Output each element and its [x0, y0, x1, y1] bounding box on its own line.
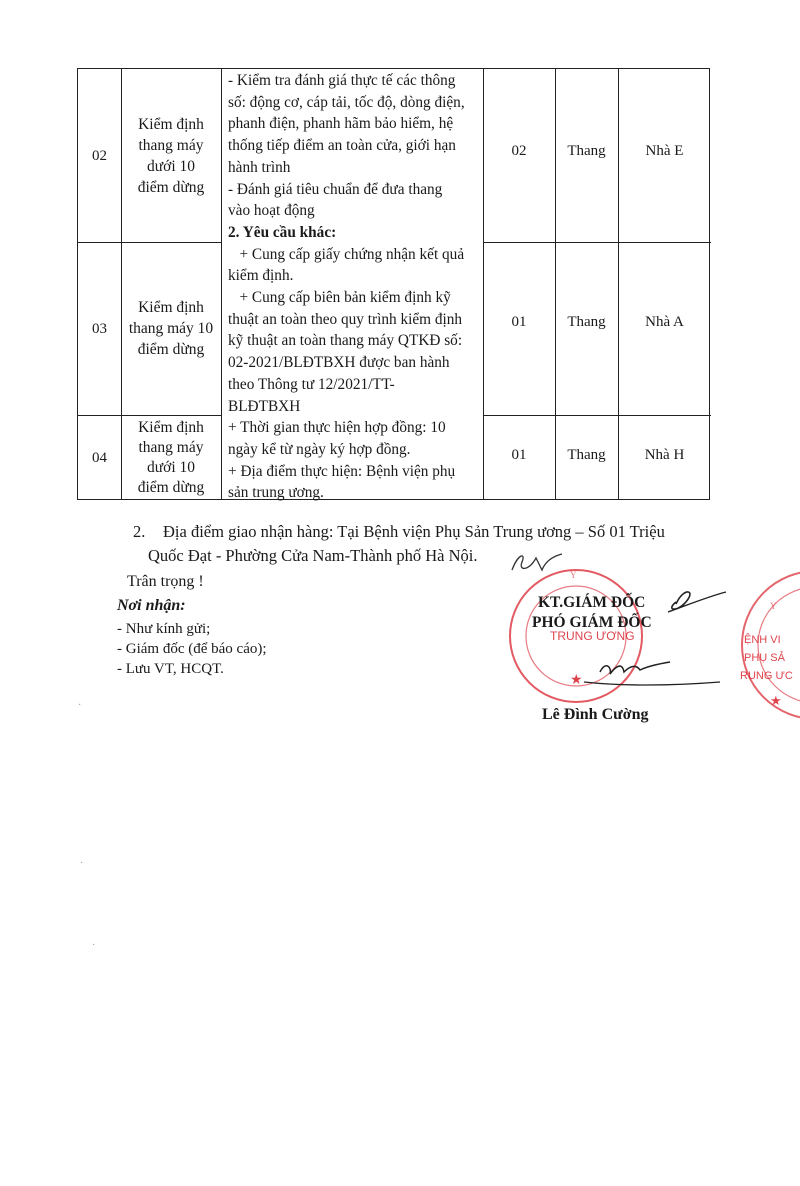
service-name: [138, 114, 205, 198]
name-line: điểm dừng: [137, 341, 205, 358]
name-line: dưới 10: [146, 459, 196, 476]
table-cell-name: [121, 69, 221, 242]
item-number: 2.: [133, 522, 146, 541]
desc-line: phanh điện, phanh hãm bảo hiểm, hệ: [228, 115, 454, 133]
desc-line: sản trung ương.: [228, 484, 324, 502]
recipient-item: - Lưu VT, HCQT.: [117, 661, 224, 677]
table-cell-qty: 01: [511, 314, 527, 330]
stamp-edge-text: PHỤ SẢ: [744, 652, 785, 664]
delivery-text-line: Quốc Đạt - Phường Cửa Nam-Thành phố Hà Nội.: [148, 546, 478, 565]
table-cell-stt: 04: [92, 450, 107, 466]
desc-line: ngày kể từ ngày ký hợp đồng.: [228, 440, 411, 458]
delivery-text-line: Địa điểm giao nhận hàng: Tại Bệnh viện Phụ Sản Trung ương – Số 01 Triệu: [163, 522, 665, 541]
name-line: thang máy 10: [128, 320, 214, 337]
name-line: Kiểm định: [138, 299, 204, 316]
technical-requirements: [228, 70, 490, 504]
stamp-text: TRUNG ƯƠNG: [550, 629, 635, 643]
desc-line: thuật an toàn theo quy trình kiểm định: [228, 310, 463, 328]
signature-subtitle: PHÓ GIÁM ĐỐC: [532, 614, 652, 631]
desc-line: - Đánh giá tiêu chuẩn để đưa thang: [228, 180, 443, 198]
desc-line: + Cung cấp giấy chứng nhận kết quả: [228, 245, 465, 263]
table-cell-stt: 02: [92, 147, 107, 164]
desc-line: số: động cơ, cáp tải, tốc độ, dòng điện,: [228, 93, 465, 111]
desc-line: hành trình: [228, 158, 291, 176]
table-cell-location: Nhà H: [644, 447, 685, 463]
partial-stamp-icon: [736, 565, 800, 725]
name-line: dưới 10: [146, 157, 196, 175]
recipient-item: - Như kính gửi;: [117, 621, 211, 637]
service-name: [138, 418, 205, 498]
name-line: Kiểm định: [138, 419, 204, 436]
table-divider: [221, 69, 222, 499]
desc-line: BLĐTBXH: [228, 397, 301, 415]
table-cell-qty: 01: [511, 447, 527, 463]
name-line: thang máy: [138, 439, 204, 456]
svg-text:★: ★: [770, 693, 782, 708]
svg-text:Y: Y: [570, 570, 577, 580]
table-cell-location: Nhà A: [645, 314, 684, 330]
desc-line: - Kiểm tra đánh giá thực tế các thông: [228, 72, 456, 89]
table-cell-qty: 02: [511, 142, 527, 159]
svg-text:★: ★: [570, 673, 583, 688]
name-line: điểm dừng: [137, 479, 205, 496]
recipients-title: Nơi nhận:: [117, 597, 186, 614]
items-table: [77, 68, 710, 500]
desc-line: + Cung cấp biên bản kiểm định kỹ: [228, 289, 451, 307]
desc-line: + Địa điểm thực hiện: Bệnh viện phụ: [228, 462, 456, 480]
desc-line: vào hoạt động: [228, 202, 315, 220]
desc-line: 02-2021/BLĐTBXH được ban hành: [228, 354, 450, 372]
stamp-edge-text: ỆNH VI: [744, 634, 781, 646]
signature-title: KT.GIÁM ĐỐC: [538, 594, 646, 611]
desc-line: kỹ thuật an toàn thang máy QTKĐ số:: [228, 332, 463, 350]
table-cell-unit: Thang: [567, 314, 606, 330]
svg-text:Y: Y: [770, 601, 777, 611]
closing-text: Trân trọng !: [127, 573, 204, 590]
handwritten-signature-icon: [580, 582, 730, 692]
desc-line: kiểm định.: [228, 267, 294, 285]
table-cell-name: [121, 415, 221, 501]
name-line: thang máy: [138, 136, 204, 154]
scan-speck: ·: [92, 940, 96, 951]
name-line: điểm dừng: [137, 178, 205, 196]
desc-line: thống tiếp điểm an toàn cửa, giới hạn: [228, 137, 456, 155]
signer-name: Lê Đình Cường: [542, 706, 649, 723]
service-name: [129, 297, 213, 360]
desc-line: theo Thông tư 12/2021/TT-: [228, 375, 395, 393]
recipient-item: - Giám đốc (để báo cáo);: [117, 641, 267, 657]
other-requirements-heading: 2. Yêu cầu khác:: [228, 223, 337, 241]
stamp-edge-text: RUNG ƯC: [740, 670, 793, 682]
desc-line: + Thời gian thực hiện hợp đồng: 10: [228, 419, 446, 437]
table-cell-location: Nhà E: [645, 142, 684, 159]
table-cell-unit: Thang: [567, 447, 606, 463]
scan-speck: ·: [78, 700, 82, 711]
name-line: Kiểm định: [138, 115, 204, 133]
table-cell-name: [121, 242, 221, 415]
scan-speck: ·: [80, 858, 84, 869]
table-cell-stt: 03: [92, 320, 107, 337]
table-cell-unit: Thang: [567, 142, 606, 159]
